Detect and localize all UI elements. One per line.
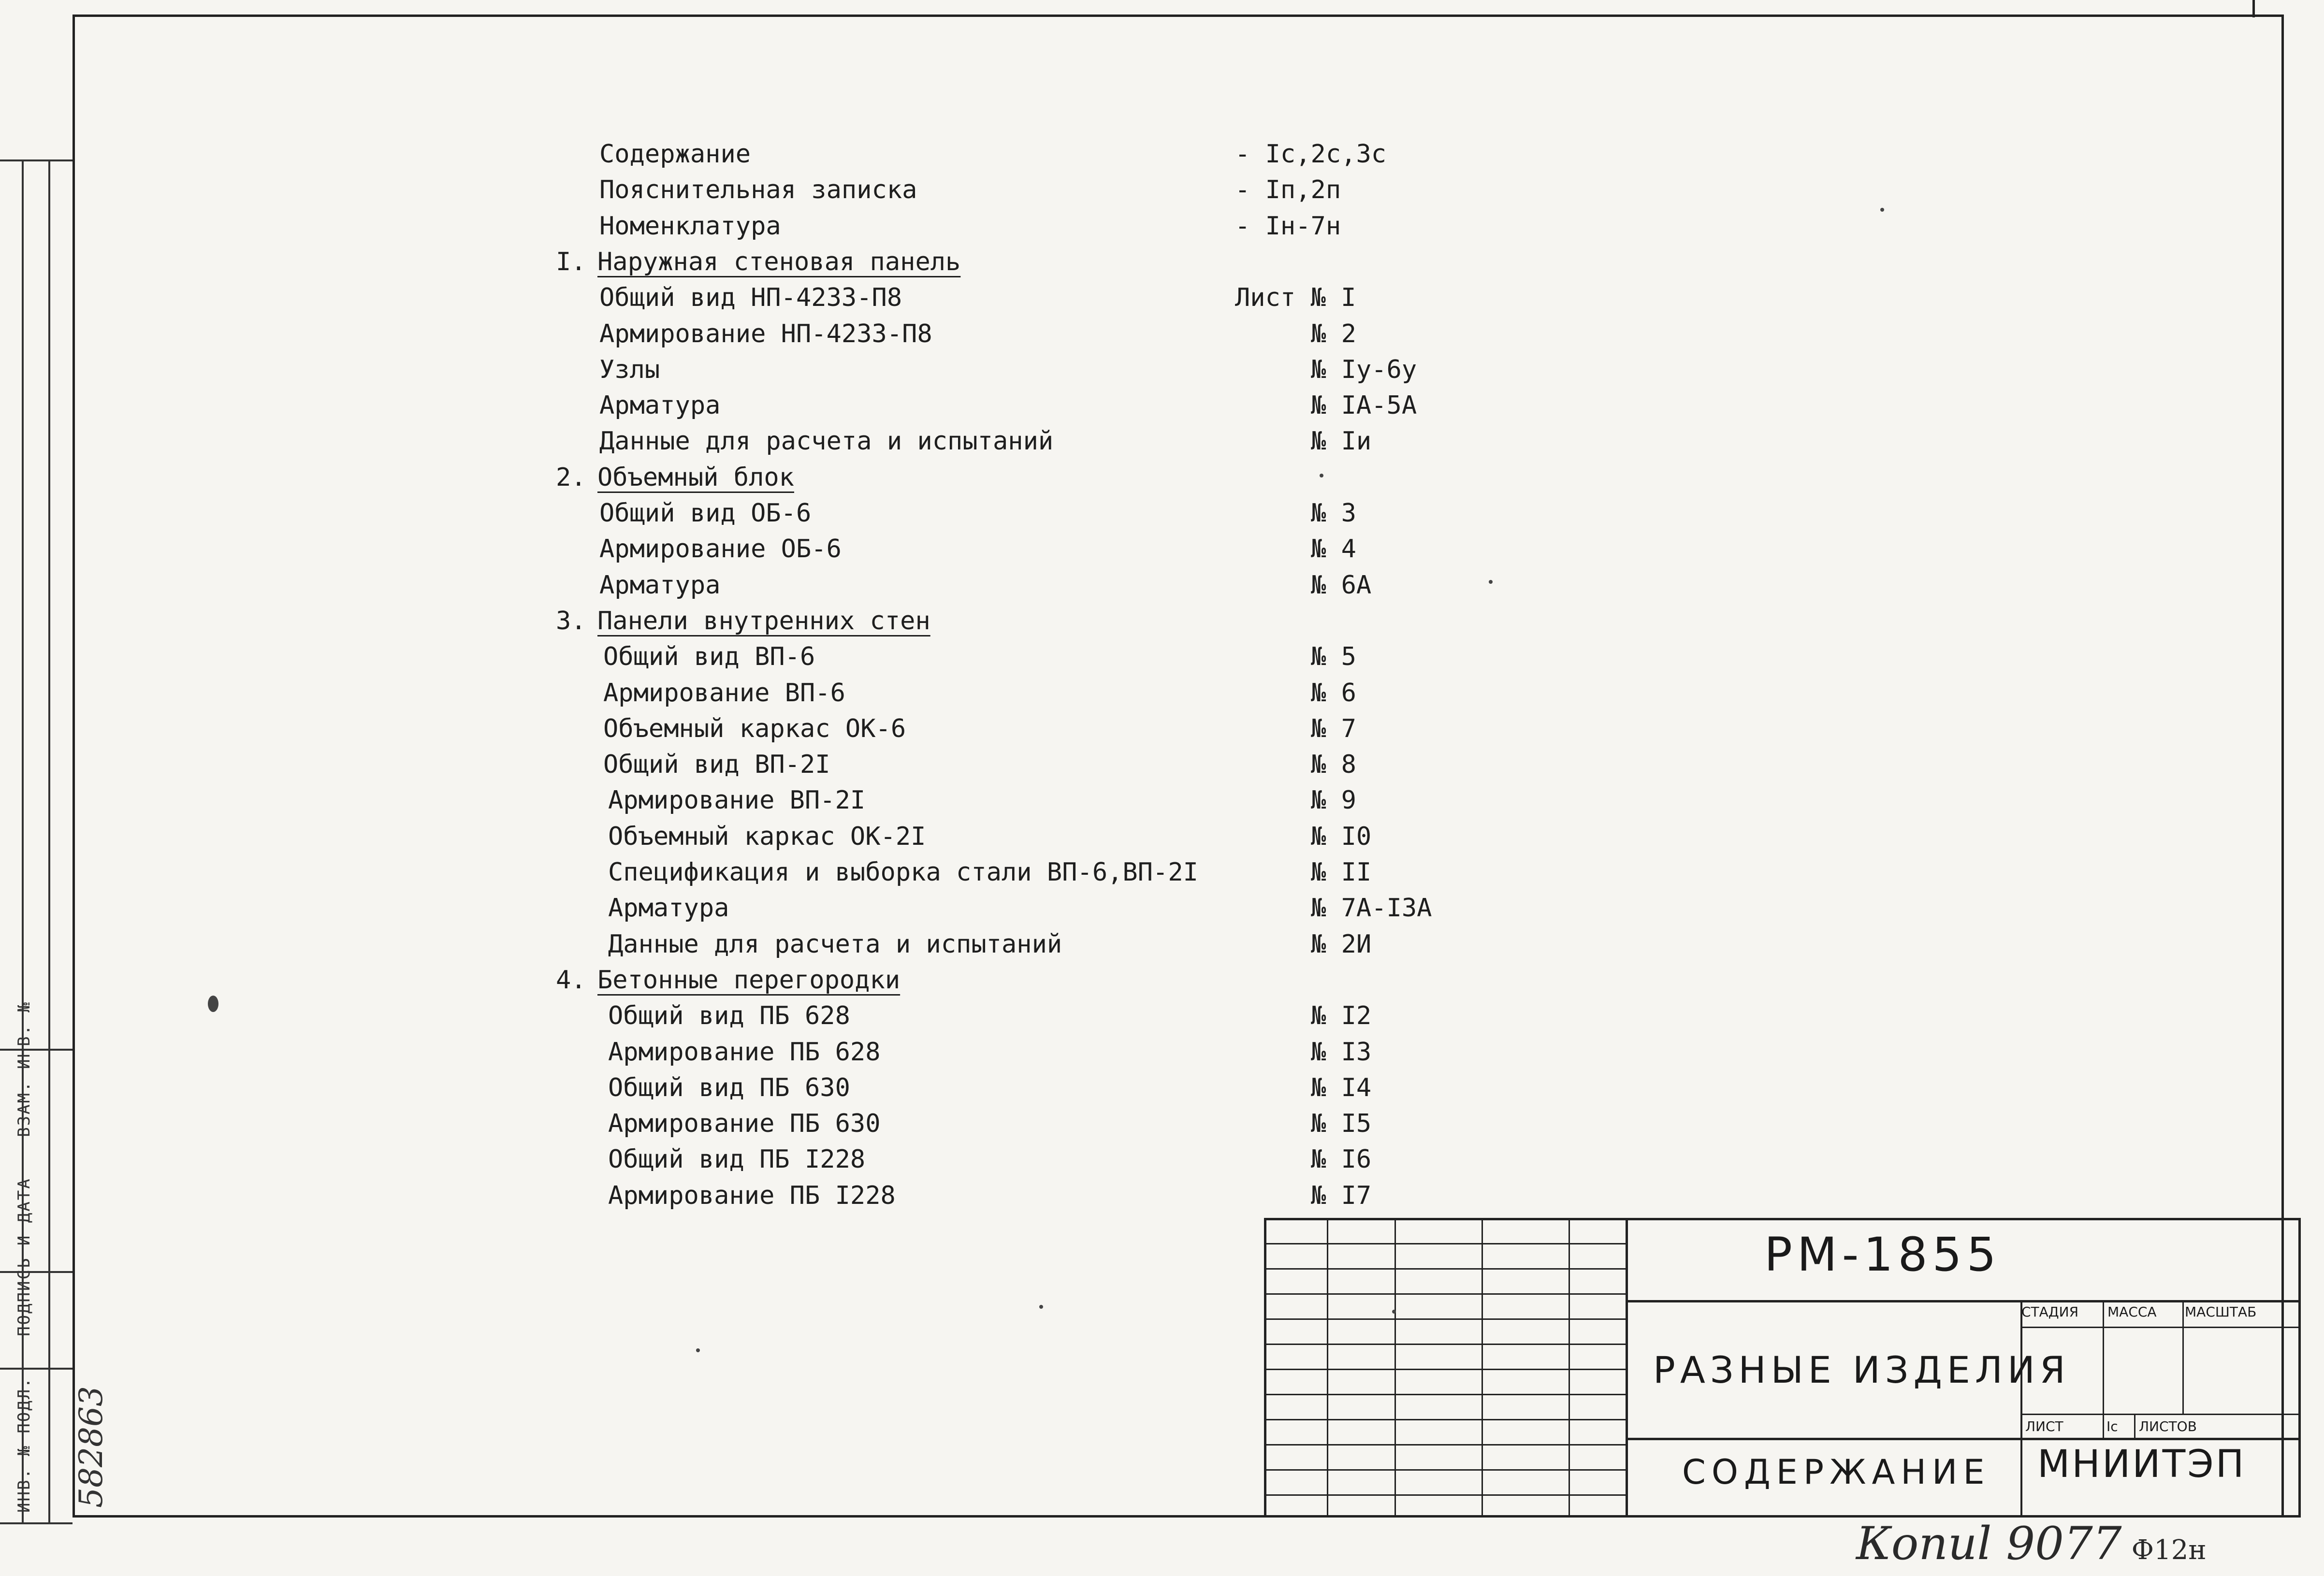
contents-item-sheet-ref: № 7 <box>1311 714 1356 743</box>
sign-date-label: ПОДПИСЬ И ДАТА <box>15 1177 34 1336</box>
contents-item-title <box>556 962 900 998</box>
contents-item <box>599 388 1566 423</box>
contents-item <box>603 747 1570 782</box>
contents-item-title <box>599 280 902 316</box>
contents-item-title <box>599 352 660 388</box>
contents-item-title <box>608 782 865 818</box>
contents-item-title <box>556 603 930 639</box>
contents-item <box>599 136 1566 172</box>
contents-item-title <box>608 1178 896 1214</box>
contents-item-sheet-ref: № IA-5A <box>1311 391 1417 420</box>
contents-item-label: Объемный каркас ОК-6 <box>603 714 906 743</box>
contents-item <box>608 1070 1575 1106</box>
format-mark: Ф12н <box>2131 1534 2207 1566</box>
contents-item-sheet-ref: № I3 <box>1311 1038 1372 1067</box>
contents-item-label: Арматура <box>608 894 729 923</box>
contents-item <box>599 495 1566 531</box>
contents-item-sheet-ref: № I4 <box>1311 1073 1372 1102</box>
contents-item-sheet-ref: № 2 <box>1311 319 1356 348</box>
section-number: 2. <box>556 463 586 492</box>
contents-item-sheet-ref: - Iп,2п <box>1235 175 1341 204</box>
contents-item-label: Общий вид ВП-6 <box>603 642 815 671</box>
signature-text: Копиl 9077 <box>1856 1518 2122 1570</box>
contents-item-label: Спецификация и выборка стали ВП-6,ВП-2I <box>608 858 1198 887</box>
contents-item-title <box>599 172 917 208</box>
contents-item-label: Армирование ВП-2I <box>608 786 866 815</box>
contents-item-sheet-ref: № I0 <box>1311 822 1372 851</box>
contents-item-sheet-ref: - Iн-7н <box>1235 212 1341 241</box>
document-name: СОДЕРЖАНИЕ <box>1682 1452 1990 1492</box>
mass-label: МАССА <box>2107 1304 2157 1320</box>
contents-item-sheet-ref: № I7 <box>1311 1181 1372 1210</box>
contents-item-title <box>608 1142 865 1177</box>
handwritten-signature <box>1856 1518 2207 1570</box>
inventory-number: 582863 <box>73 1386 110 1508</box>
contents-item-label: Содержание <box>599 140 751 169</box>
contents-item-sheet-ref: № I6 <box>1311 1145 1372 1174</box>
contents-item <box>599 172 1566 208</box>
contents-item-label: Данные для расчета и испытаний <box>608 930 1062 959</box>
contents-item-sheet-ref: № Iу-6у <box>1311 355 1417 384</box>
contents-item <box>608 926 1575 962</box>
sheet-value: Iс <box>2106 1418 2118 1434</box>
contents-item <box>608 782 1575 818</box>
contents-item-title <box>608 854 1198 890</box>
contents-item-title <box>608 1034 881 1070</box>
contents-item-sheet-ref: № 3 <box>1311 499 1356 528</box>
contents-item-sheet-ref: № I2 <box>1311 1001 1372 1030</box>
contents-item-title <box>599 495 811 531</box>
contents-section <box>556 962 1523 998</box>
scale-label: МАСШТАБ <box>2185 1304 2257 1320</box>
contents-item <box>608 890 1575 926</box>
contents-item-title <box>608 819 926 854</box>
contents-item-sheet-ref: № 5 <box>1311 642 1356 671</box>
contents-item-title <box>608 1106 881 1142</box>
contents-item-title <box>599 388 720 423</box>
contents-item-sheet-ref: Лист № I <box>1235 283 1356 312</box>
contents-item-label: Бетонные перегородки <box>597 966 901 995</box>
contents-item-label: Объемный каркас ОК-2I <box>608 822 926 851</box>
contents-item-title <box>608 890 729 926</box>
contents-item-title <box>603 675 845 711</box>
contents-item-sheet-ref: № II <box>1311 858 1372 887</box>
contents-item-title <box>603 711 906 747</box>
contents-item <box>599 280 1566 316</box>
contents-item-sheet-ref: № 2И <box>1311 930 1372 959</box>
contents-item <box>599 567 1566 603</box>
contents-item <box>599 423 1566 459</box>
scan-speck <box>1489 580 1493 584</box>
scan-speck <box>696 1348 700 1352</box>
contents-item-label: Общий вид НП-4233-П8 <box>599 283 902 312</box>
contents-item <box>599 531 1566 567</box>
stage-label: СТАДИЯ <box>2021 1304 2079 1320</box>
contents-item <box>608 1034 1575 1070</box>
scan-speck <box>1880 208 1884 212</box>
contents-section <box>556 460 1523 495</box>
contents-item-sheet-ref: № Iи <box>1311 427 1372 456</box>
section-number: 4. <box>556 966 586 995</box>
contents-item <box>608 1142 1575 1177</box>
replace-inv-label: ВЗАМ. ИНВ. № <box>15 1001 34 1137</box>
contents-item <box>603 711 1570 747</box>
contents-item-label: Армирование ПБ I228 <box>608 1181 896 1210</box>
contents-item-sheet-ref: № I5 <box>1311 1109 1372 1138</box>
contents-item <box>608 1178 1575 1214</box>
contents-item-label: Панели внутренних стен <box>597 607 930 636</box>
contents-item-label: Объемный блок <box>597 463 794 492</box>
contents-item <box>608 819 1575 854</box>
contents-item <box>608 998 1575 1034</box>
contents-item-label: Армирование ПБ 630 <box>608 1109 881 1138</box>
contents-item-label: Армирование ОБ-6 <box>599 535 842 564</box>
contents-item-title <box>599 208 781 244</box>
contents-item-label: Наружная стеновая панель <box>597 247 961 276</box>
contents-item-title <box>556 460 794 495</box>
contents-item-title <box>603 747 830 782</box>
contents-section <box>556 603 1523 639</box>
scan-speck <box>1392 1310 1396 1314</box>
scan-speck <box>1039 1305 1043 1309</box>
contents-item-title <box>599 316 932 352</box>
inv-label: ИНВ. № ПОДЛ. <box>15 1376 34 1513</box>
contents-item <box>599 208 1566 244</box>
contents-item-title <box>608 926 1062 962</box>
contents-item-title <box>599 423 1053 459</box>
contents-item-label: Арматура <box>599 571 721 600</box>
contents-item-sheet-ref: № 8 <box>1311 750 1356 779</box>
contents-item-title <box>608 1070 850 1106</box>
contents-item-label: Узлы <box>599 355 660 384</box>
contents-item <box>608 1106 1575 1142</box>
contents-item-title <box>608 998 850 1034</box>
scan-speck <box>1320 474 1323 477</box>
contents-item-label: Общий вид ПБ I228 <box>608 1145 866 1174</box>
contents-item-label: Арматура <box>599 391 721 420</box>
contents-item <box>599 352 1566 388</box>
contents-item-label: Общий вид ВП-2I <box>603 750 830 779</box>
contents-section <box>556 244 1523 280</box>
contents-item-sheet-ref: № 6A <box>1311 571 1372 600</box>
contents-item-title <box>603 639 815 675</box>
contents-item-label: Армирование ПБ 628 <box>608 1038 881 1067</box>
contents-item-label: Армирование ВП-6 <box>603 679 845 708</box>
contents-item <box>599 316 1566 352</box>
contents-item-sheet-ref: - Ic,2c,3c <box>1235 140 1387 169</box>
contents-item-sheet-ref: № 7A-I3A <box>1311 894 1432 923</box>
scan-blot <box>208 996 218 1012</box>
contents-item-label: Армирование НП-4233-П8 <box>599 319 932 348</box>
section-number: I. <box>556 247 586 276</box>
contents-item-title <box>599 567 720 603</box>
sheets-label: ЛИСТОВ <box>2139 1418 2197 1434</box>
contents-item-label: Общий вид ПБ 630 <box>608 1073 850 1102</box>
section-number: 3. <box>556 607 586 636</box>
contents-item <box>603 675 1570 711</box>
contents-item-label: Номенклатура <box>599 212 781 241</box>
contents-item-sheet-ref: № 6 <box>1311 679 1356 708</box>
contents-item-label: Данные для расчета и испытаний <box>599 427 1054 456</box>
contents-item-title <box>556 244 960 280</box>
sheet-label: ЛИСТ <box>2025 1418 2063 1434</box>
contents-item-label: Пояснительная записка <box>599 175 917 204</box>
contents-item-title <box>599 531 842 567</box>
document-code: РМ-1855 <box>1764 1228 2001 1282</box>
contents-item <box>603 639 1570 675</box>
contents-item-label: Общий вид ПБ 628 <box>608 1001 850 1030</box>
contents-item-sheet-ref: № 9 <box>1311 786 1356 815</box>
product-name: РАЗНЫЕ ИЗДЕЛИЯ <box>1653 1348 2070 1391</box>
contents-item <box>608 854 1575 890</box>
contents-item-title <box>599 136 751 172</box>
organization-name: МНИИТЭП <box>2037 1443 2246 1486</box>
contents-item-label: Общий вид ОБ-6 <box>599 499 812 528</box>
contents-item-sheet-ref: № 4 <box>1311 535 1356 564</box>
